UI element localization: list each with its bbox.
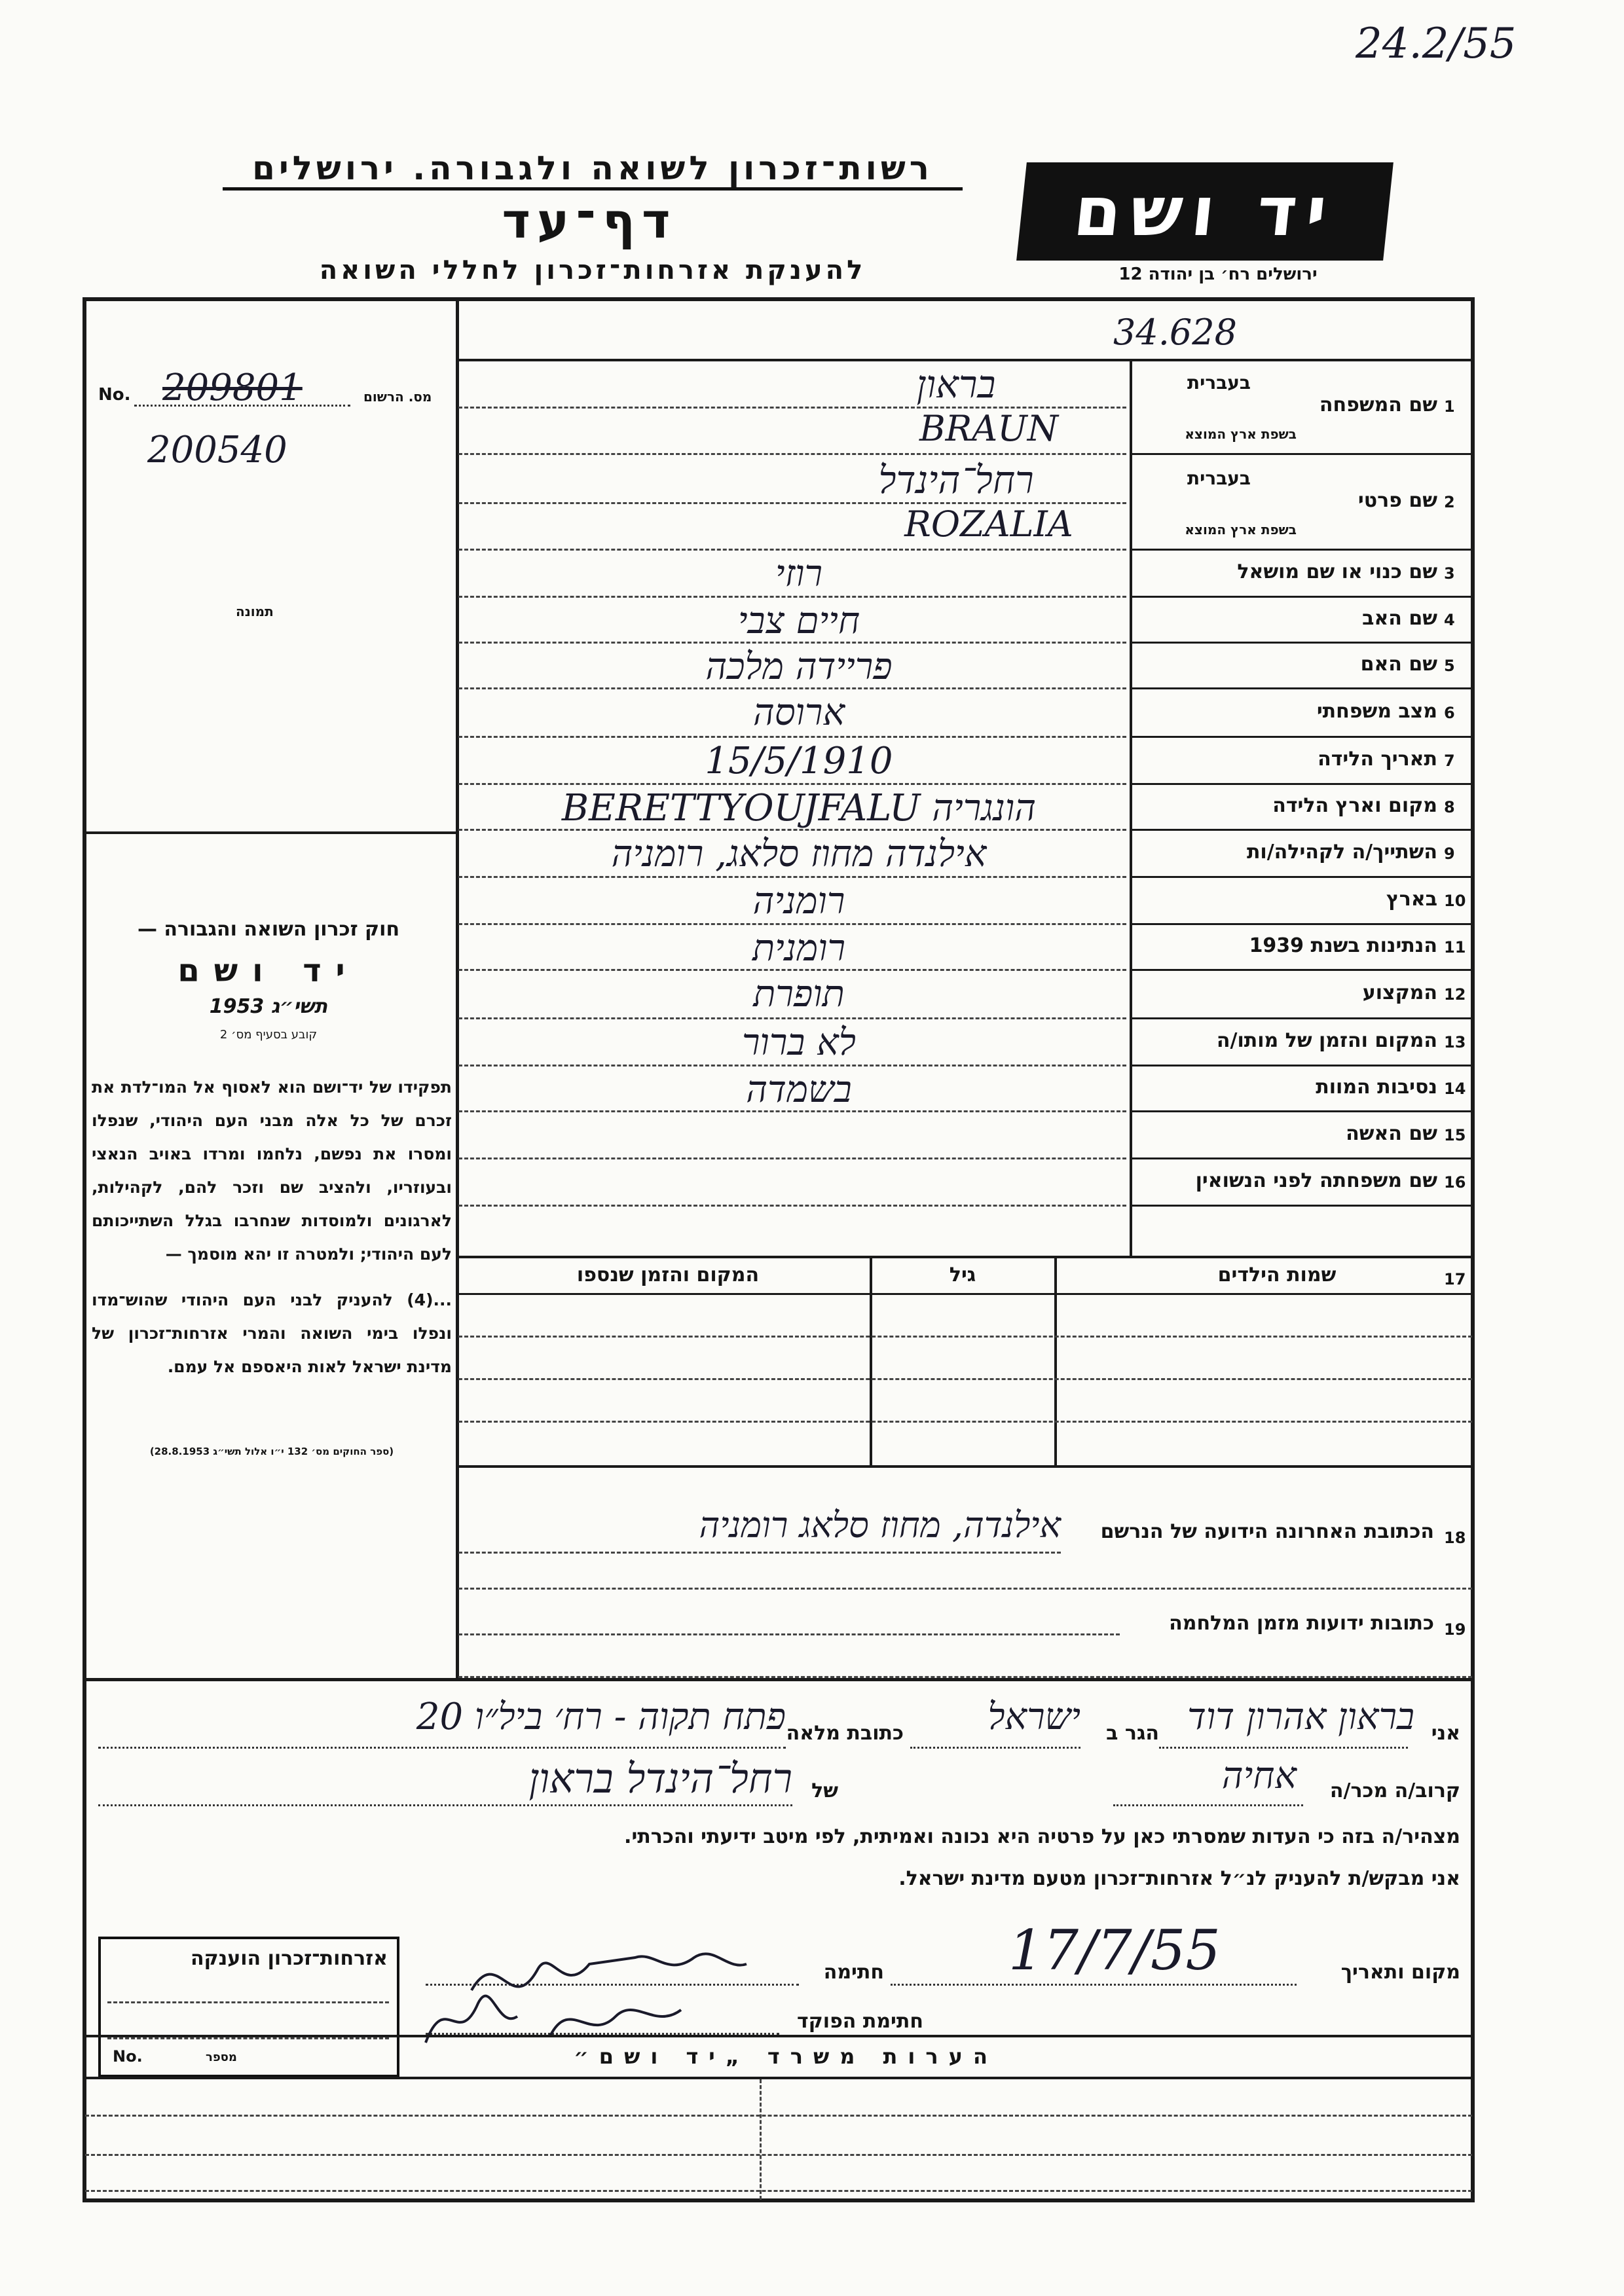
field-9-num: 9 [1444, 845, 1455, 863]
field-5-value: פריידה מלכה [705, 646, 893, 688]
children-header-line [456, 1293, 1475, 1295]
decl-relative-label: קרוב/ה מכר/ה [1329, 1779, 1460, 1802]
field-2-label: שם פרטי [1357, 489, 1437, 512]
field-7-label: תאריך הלידה [1318, 748, 1437, 771]
field-4-label: שם האב [1362, 607, 1437, 630]
field-14-num: 14 [1444, 1080, 1466, 1098]
logo-text: יד ושם [1070, 172, 1340, 251]
field-11-value: רומנית [752, 927, 846, 970]
field-11-num: 11 [1444, 938, 1466, 957]
field-5-num: 5 [1444, 657, 1455, 675]
decl-resides-label: הגר ב [1106, 1722, 1159, 1745]
field-8-value: BERETTYOUJFALU הונגריה [561, 787, 1037, 829]
left-column-divider [456, 297, 459, 1681]
reg-he-label: מס. הרשום [363, 389, 432, 405]
field-10-label: בארץ [1386, 888, 1437, 911]
photo-label: תמונה [236, 604, 274, 619]
field-14-label: נסיבות המוות [1316, 1076, 1437, 1099]
field-18-num: 18 [1444, 1529, 1466, 1547]
notes-header-line [83, 2077, 1475, 2079]
decl-statement: מצהיר/ה בזה כי העדות שמסרתי כאן על פרטיה היא נכונה ואמיתית, לפי מיטב ידיעתי והכרתי. [624, 1825, 1460, 1848]
field-3-label: שם כנוי או שם מושאל [1237, 560, 1437, 583]
declaration-top-line [83, 1678, 1475, 1681]
form-subtitle: להענקת אזרחות־זכרון לחללי השואה [319, 255, 866, 285]
field-4-num: 4 [1444, 611, 1455, 629]
stamp-title: אזרחות־זכרון הוענקה [190, 1947, 388, 1970]
field-6-label: מצב משפחתי [1316, 700, 1437, 723]
law-title: חוק זכרון השואה והגבורה — [137, 918, 400, 941]
field-2-value-hebrew: רחל־הינדל [878, 458, 1034, 502]
field-19-num: 19 [1444, 1620, 1466, 1639]
stamp-no-label: No. [113, 2047, 143, 2066]
law-clause-4: ...(4) להעניק לבני העם היהודי שהוש־מדו ונפלו בימי השואה והמרי אזרחות־זכרון של מדינת ישראל לאות היאספם אל עמם. [92, 1290, 452, 1376]
decl-of-value: רחל־הינדל בראון [528, 1755, 792, 1802]
file-number: 34.628 [1113, 312, 1237, 353]
yad-vashem-logo [1016, 162, 1393, 261]
authority-title: רשות־זכרון לשואה ולגבורה. ירושלים [223, 149, 963, 191]
reg-no-label: No. [98, 385, 131, 405]
form-title: דף־עד [502, 193, 677, 249]
decl-request: אני מבקש/ת להעניק לנ״ל אזרחות־זכרון מטעם מדינת ישראל. [898, 1867, 1460, 1890]
children-top-line [456, 1256, 1475, 1258]
field-3-num: 3 [1444, 564, 1455, 583]
decl-address-label: כתובת מלאה [786, 1722, 904, 1745]
field-4-value: חיים צבי [737, 600, 860, 642]
decl-of-label: של [811, 1779, 838, 1802]
field-12-value: תופרת [753, 973, 845, 1015]
field-10-value: רומניה [752, 880, 845, 922]
decl-resides-value: ישראל [987, 1696, 1080, 1738]
field-16-label: שם משפחתה לפני הנשואין [1195, 1169, 1437, 1192]
field-7-num: 7 [1444, 752, 1455, 770]
field-11-label: הנתינות בשנת 1939 [1249, 934, 1437, 957]
archive-number: 24.2/55 [1356, 20, 1517, 68]
children-num: 17 [1444, 1270, 1466, 1288]
children-col-names: שמות הילדים [1217, 1264, 1337, 1286]
law-year: תשי״ג 1953 [209, 995, 328, 1018]
field-1-value-foreign: BRAUN [919, 408, 1059, 449]
decl-official-signature-label: חתימת הפוקד [797, 2010, 923, 2033]
reg-number-struck: 209801 [162, 367, 303, 409]
field-13-num: 13 [1444, 1033, 1466, 1051]
law-name: יד ושם [177, 953, 360, 989]
logo-address: ירושלים רח׳ בן יהודה 12 [1118, 264, 1318, 284]
law-reference: (ספר החוקים מס׳ 132 י״ו אלול תשי״ג 28.8.1953) [149, 1446, 394, 1457]
label-column-divider [1130, 359, 1132, 1256]
field-6-value: ארוסה [752, 691, 845, 734]
reg-number-new: 200540 [147, 429, 287, 471]
field-1-value-hebrew: בראון [916, 362, 996, 407]
field-10-num: 10 [1444, 892, 1466, 910]
field-6-num: 6 [1444, 704, 1455, 722]
field-12-label: המקצוע [1362, 981, 1437, 1004]
field-13-label: המקום והזמן של מותו/ה [1216, 1029, 1437, 1052]
law-text: תפקידו של יד־ושם הוא לאסוף אל המו־לדת את זכרם של כל אלה מבני העם היהודי, שנפלו ומסרו את נפשם, נלחמו ומרדו באויב הנאצי ובעוזריו, ולהציב שם וזכר להם, לקהילות, לארגונים ולמוסדות שנחרבו בגלל השתייכותם לעם היהודי; ולמטרה זו יהא מוסמך — [92, 1078, 452, 1264]
decl-place-date-label: מקום ותאריך [1340, 1961, 1460, 1984]
field-1-num: 1 [1444, 397, 1455, 416]
field-9-label: השתייך/ה לקהילה/ות [1246, 841, 1437, 864]
field-14-value: בשמדה [746, 1068, 852, 1111]
children-bottom-line [456, 1465, 1475, 1468]
field-15-label: שם האשה [1346, 1122, 1437, 1145]
field-18-label: הכתובת האחרונה הידועה של הנרשם [1100, 1520, 1434, 1543]
field-3-value: רוזי [775, 553, 823, 595]
decl-i-value: בראון אהרון דוד [1187, 1696, 1414, 1738]
field-15-num: 15 [1444, 1126, 1466, 1144]
signature-scribbles [419, 1918, 799, 2049]
field-2-sub-foreign: בשפת ארץ המוצא [1185, 522, 1297, 538]
declarant-signature [471, 1954, 747, 1990]
field-18-value: אילנדה, מחוז סלאג רומניה [699, 1504, 1061, 1546]
field-2-value-foreign: ROZALIA [904, 503, 1073, 545]
field-13-value: לא ברור [742, 1021, 856, 1064]
decl-place-date-value: 17/7/55 [1008, 1918, 1221, 1982]
field-1-sub-hebrew: בעברית [1187, 372, 1251, 393]
children-col-age: גיל [949, 1264, 976, 1286]
field-2-num: 2 [1444, 493, 1455, 511]
field-1-label: שם המשפחה [1319, 393, 1437, 416]
field-12-num: 12 [1444, 985, 1466, 1004]
decl-signature-label: חתימה [823, 1961, 884, 1984]
field-5-label: שם האם [1360, 653, 1437, 676]
field-7-value: 15/5/1910 [705, 740, 893, 782]
field-1-sub-foreign: בשפת ארץ המוצא [1185, 426, 1297, 442]
children-col-divider-2 [1054, 1256, 1057, 1465]
field-2-sub-hebrew: בעברית [1187, 467, 1251, 489]
field-9-value: אילנדה מחוז סלאג, רומניה [611, 833, 987, 875]
file-row-divider [456, 359, 1475, 361]
photo-divider [83, 831, 457, 834]
notes-title: הערות משרד „יד ושם״ [574, 2044, 998, 2069]
field-16-num: 16 [1444, 1173, 1466, 1192]
field-19-label: כתובות ידועות מזמן המלחמה [1169, 1612, 1434, 1635]
decl-address-value: פתח תקוה - רח׳ ביל״ו 20 [416, 1696, 786, 1738]
notes-top-line [83, 2035, 1475, 2037]
field-8-label: מקום וארץ הלידה [1272, 794, 1437, 817]
children-col-divider-1 [870, 1256, 872, 1465]
children-col-place: המקום והזמן שנספו [576, 1264, 760, 1286]
stamp-no-he: מספר [206, 2050, 237, 2064]
field-8-num: 8 [1444, 798, 1455, 816]
decl-i-label: אני [1431, 1722, 1460, 1745]
decl-relative-value: אחיה [1221, 1755, 1297, 1797]
law-clause: קובע בסעיף מס׳ 2 [219, 1028, 318, 1042]
